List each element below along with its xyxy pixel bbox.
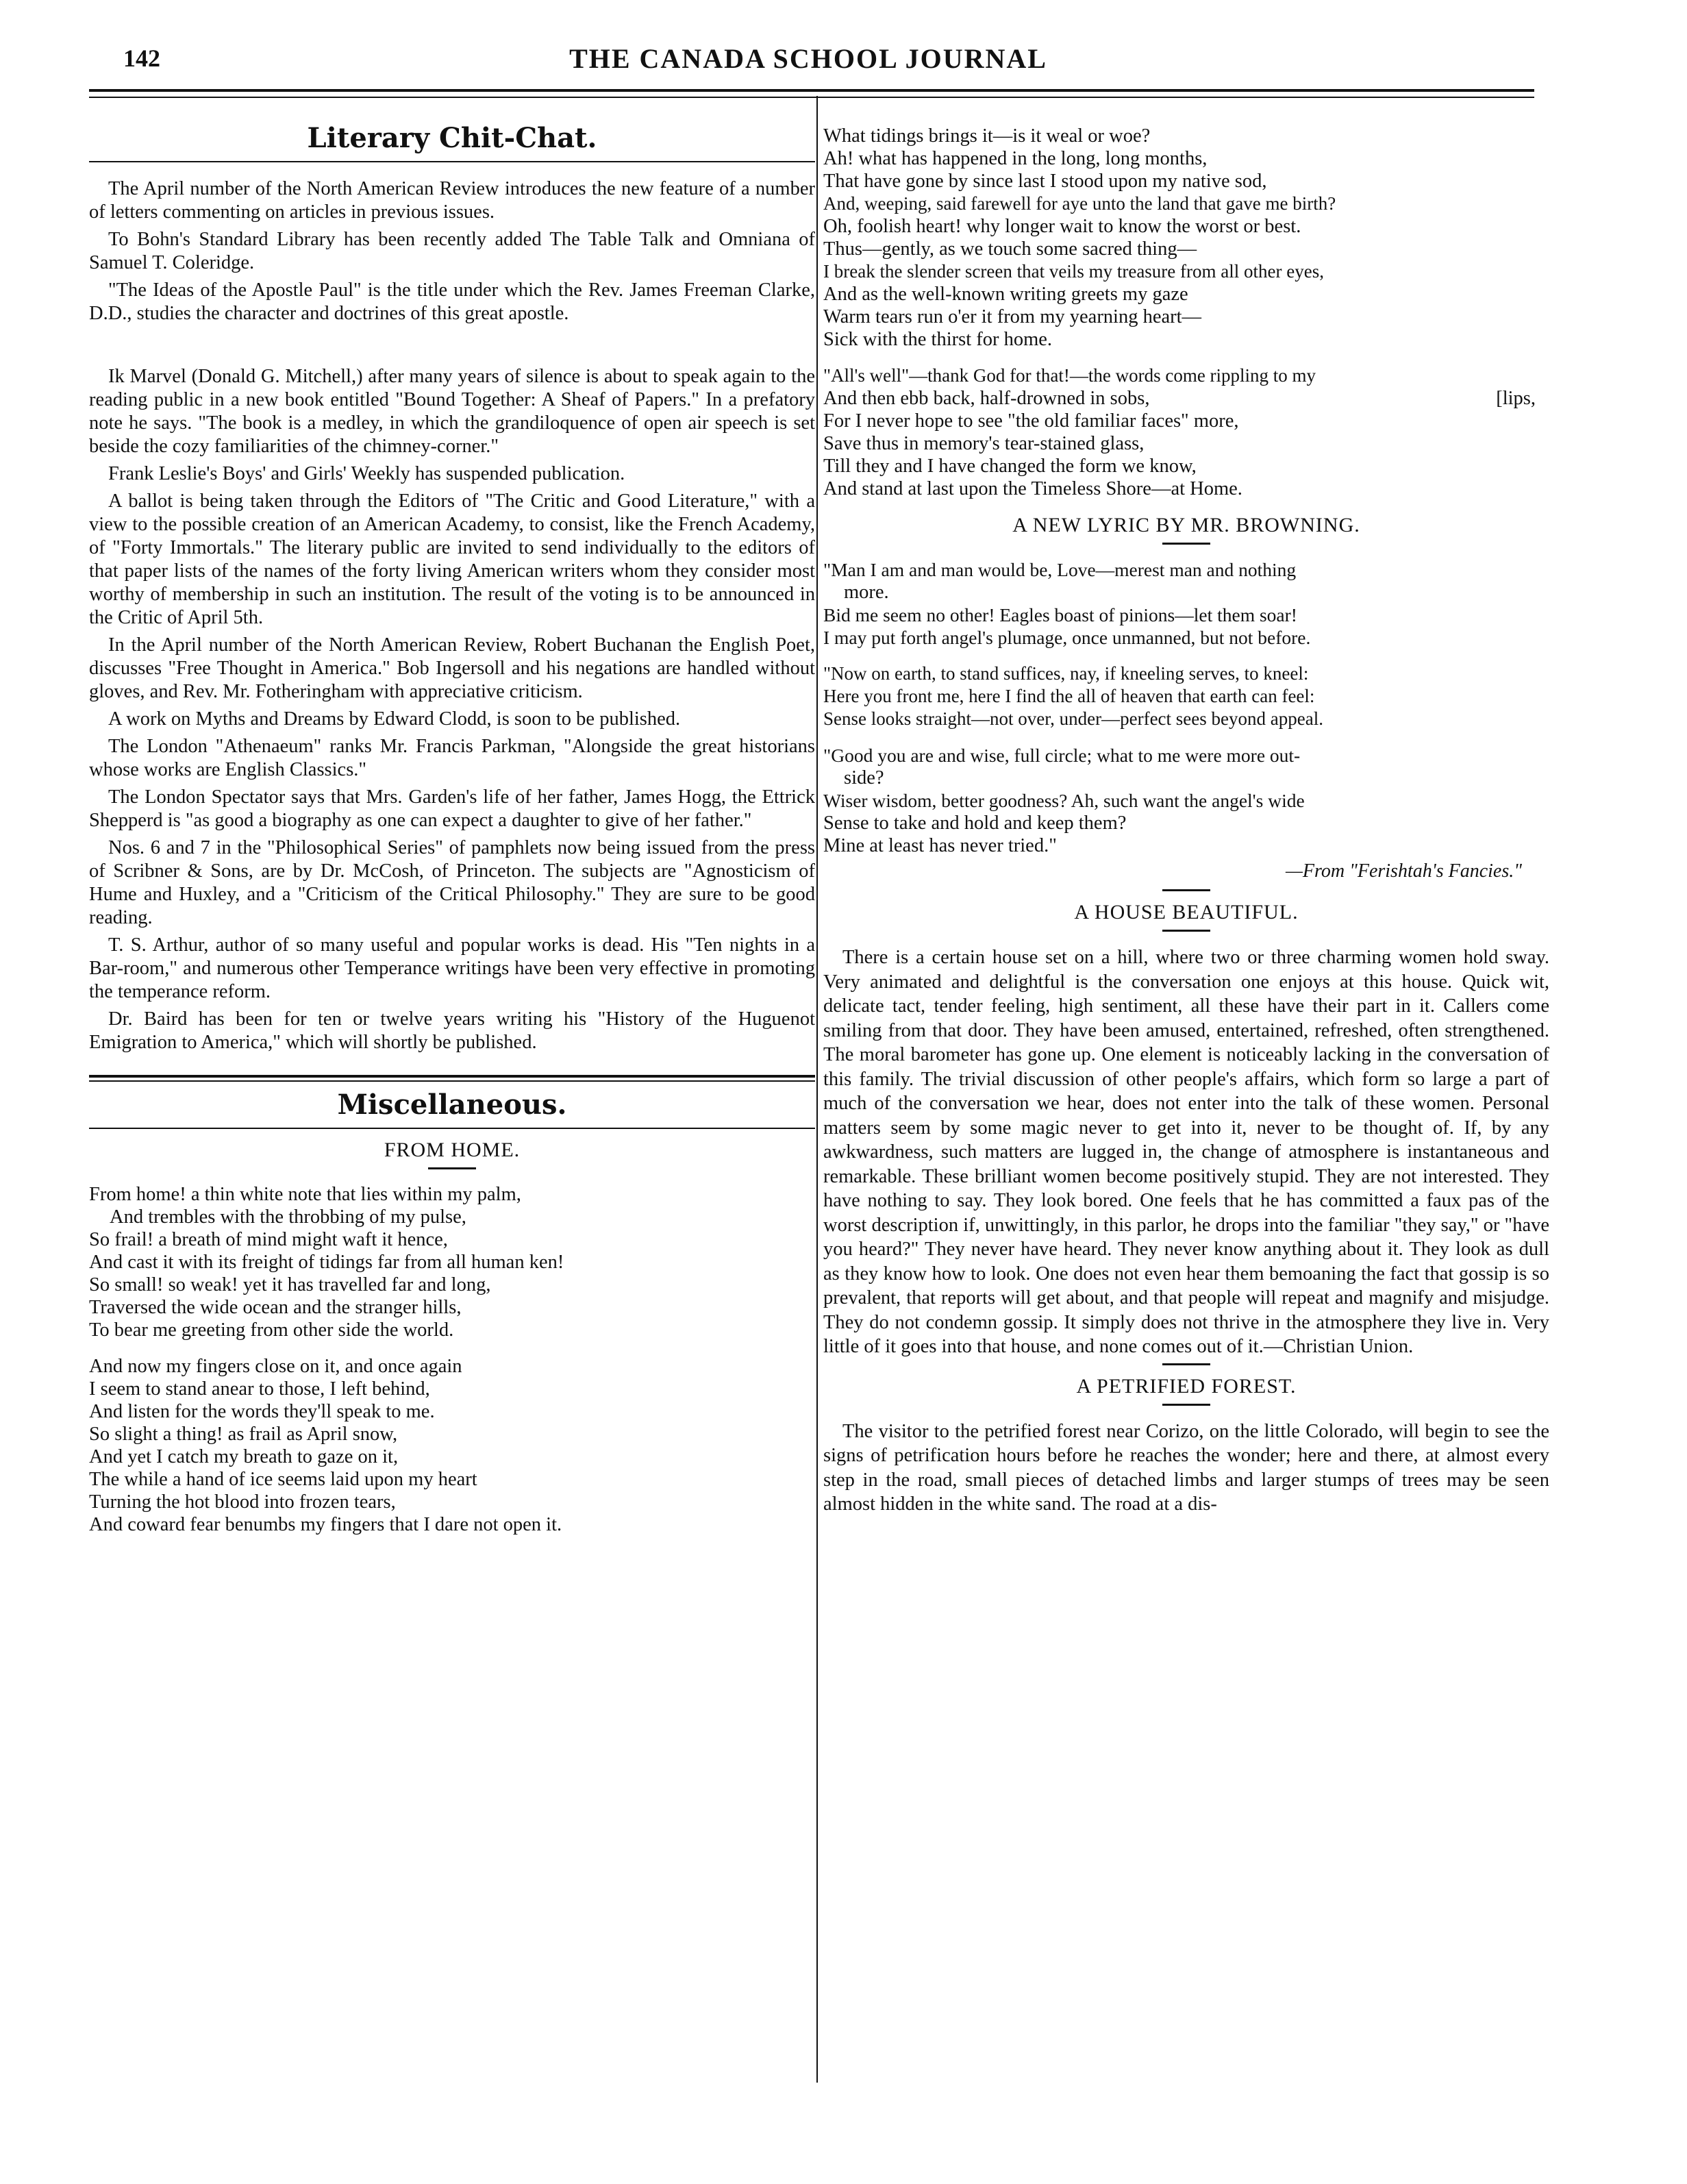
house-beautiful-text	[823, 945, 1549, 1359]
literary-section-title: Literary Chit-Chat.	[307, 122, 597, 154]
poem-line: And as the well-known writing greets my gaze	[823, 284, 1188, 305]
paragraph: To Bohn's Standard Library has been recently added The Table Talk and Omniana of Samuel T. Coleridge.	[89, 229, 815, 273]
poem-line: And, weeping, said farewell for aye unto the land that gave me birth?	[823, 193, 1336, 214]
stanza	[823, 744, 1549, 857]
poem-line: From home! a thin white note that lies within my palm,	[89, 1184, 521, 1205]
poem-line: Save thus in memory's tear-stained glass,	[823, 433, 1145, 454]
paragraph: The London "Athenaeum" ranks Mr. Francis Parkman, "Alongside the great historians whose works are English Classics."	[89, 736, 815, 780]
poem-title: FROM HOME.	[384, 1139, 521, 1161]
forest-title: A PETRIFIED FOREST.	[1076, 1374, 1297, 1398]
poem-line: "Man I am and man would be, Love—merest man and nothing	[823, 559, 1297, 580]
left-column	[89, 103, 815, 1550]
poem-line: I seem to stand anear to those, I left behind,	[89, 1378, 430, 1400]
poem-attribution: —From "Ferishtah's Fancies."	[1286, 860, 1522, 882]
poem-line: I break the slender screen that veils my treasure from all other eyes,	[823, 261, 1324, 282]
literary-chit-chat-text	[89, 177, 815, 1054]
paragraph: A work on Myths and Dreams by Edward Clodd, is soon to be published.	[108, 708, 681, 730]
poem-line: Mine at least has never tried."	[823, 835, 1057, 856]
paragraph: In the April number of the North American Review, Robert Buchanan the English Poet, discusses "Free Thought in America." Bob Ingersoll and his negations are handled without gloves, and Rev. Mr. Fotheringham with appreciative criticism.	[89, 634, 815, 702]
paragraph: The London Spectator says that Mrs. Garden's life of her father, James Hogg, the Ettrick Shepperd is "as good a biography as one can expect a daughter to give of her father."	[89, 786, 815, 831]
poem-line: Here you front me, here I find the all of heaven that earth can feel:	[823, 686, 1315, 706]
short-rule	[1162, 1404, 1210, 1406]
petrified-forest-text	[823, 1419, 1549, 1517]
paragraph: "The Ideas of the Apostle Paul" is the title under which the Rev. James Freeman Clarke, D.D., studies the character and doctrines of this great apostle.	[89, 280, 815, 324]
poem-line: Turning the hot blood into frozen tears,	[89, 1491, 396, 1513]
poem-line: So small! so weak! yet it has travelled far and long,	[89, 1274, 491, 1295]
poem-line: So frail! a breath of mind might waft it hence,	[89, 1229, 448, 1250]
poem-line: And listen for the words they'll speak to me.	[89, 1401, 435, 1422]
paragraph: Ik Marvel (Donald G. Mitchell,) after many years of silence is about to speak again to the reading public in a new book entitled "Bound Together: A Sheaf of Papers." In a prefatory note he says. "The book is a medley, in which the grandiloquence of open air speech is set beside the cozy familiarities of the chimney-corner."	[89, 366, 815, 457]
poem-line: To bear me greeting from other side the world.	[89, 1319, 454, 1341]
browning-title: A NEW LYRIC BY MR. BROWNING.	[1012, 514, 1360, 536]
page-number: 142	[123, 45, 160, 72]
poem-line: Sick with the thirst for home.	[823, 329, 1053, 350]
paragraph: The visitor to the petrified forest near Corizo, on the little Colorado, will begin to see the signs of petrification hours before he reaches the wonder; here and there, at almost every step in the road, small pieces of detached limbs and larger stumps of trees may be seen almost hidden in the white sand. The road at a dis-	[823, 1420, 1549, 1515]
poem-line: Wiser wisdom, better goodness? Ah, such want the angel's wide	[823, 790, 1305, 811]
paragraph: Nos. 6 and 7 in the "Philosophical Series" of pamphlets now being issued from the press of Scribner & Sons, are by Dr. McCosh, of Princeton. The subjects are "Agnosticism of Hume and Huxley, and a "Criticism of the Critical Philosophy." They are sure to be good reading.	[89, 837, 815, 928]
section-rule	[89, 161, 815, 162]
poem-line: The while a hand of ice seems laid upon my heart	[89, 1469, 477, 1490]
poem-line: That have gone by since last I stood upon my native sod,	[823, 171, 1267, 192]
poem-line: I may put forth angel's plumage, once unmanned, but not before.	[823, 627, 1311, 648]
short-rule	[428, 1167, 476, 1169]
header-rule	[89, 89, 1534, 92]
paragraph: Dr. Baird has been for ten or twelve years writing his "History of the Huguenot Emigration to America," which will shortly be published.	[89, 1008, 815, 1053]
short-rule	[1162, 889, 1210, 891]
stanza	[89, 1183, 815, 1341]
poem-line: Bid me seem no other! Eagles boast of pinions—let them soar!	[823, 604, 1297, 625]
poem-line: Oh, foolish heart! why longer wait to know the worst or best.	[823, 216, 1301, 237]
page-header	[89, 40, 1527, 81]
column-divider	[816, 96, 818, 2083]
stanza	[823, 364, 1549, 500]
poem-line: What tidings brings it—is it weal or woe?	[823, 125, 1151, 147]
poem-line: And coward fear benumbs my fingers that I dare not open it.	[89, 1514, 562, 1535]
poem-line: side?	[844, 767, 884, 789]
poem-line: So slight a thing! as frail as April snow,	[89, 1424, 398, 1445]
short-rule	[1162, 543, 1210, 545]
right-column	[823, 103, 1549, 1521]
poem-line: Sense to take and hold and keep them?	[823, 812, 1127, 834]
poem-from-home	[89, 1183, 815, 1536]
section-rule	[89, 1128, 815, 1129]
misc-section-title: Miscellaneous.	[337, 1089, 567, 1121]
header-rule-thin	[89, 97, 1534, 98]
poem-line: For I never hope to see "the old familiar faces" more,	[823, 410, 1239, 432]
poem-line: more.	[844, 582, 889, 603]
stanza	[823, 125, 1549, 351]
poem-line: Thus—gently, as we touch some sacred thing—	[823, 238, 1197, 260]
paragraph: The April number of the North American Review introduces the new feature of a number of letters commenting on articles in previous issues.	[89, 178, 815, 223]
poem-line-bracket: [lips,	[1496, 388, 1536, 409]
short-rule	[1162, 930, 1210, 932]
section-divider-thick	[89, 1075, 815, 1078]
poem-line: "Now on earth, to stand suffices, nay, if kneeling serves, to kneel:	[823, 663, 1309, 684]
poem-line: "All's well"—thank God for that!—the words come rippling to my	[823, 365, 1316, 386]
poem-line: Traversed the wide ocean and the stranger hills,	[89, 1297, 462, 1318]
poem-browning	[823, 558, 1549, 882]
poem-line: And now my fingers close on it, and once again	[89, 1356, 462, 1377]
poem-line: And cast it with its freight of tidings far from all human ken!	[89, 1252, 564, 1273]
section-divider-thin	[89, 1080, 815, 1082]
paragraph: A ballot is being taken through the Editors of "The Critic and Good Literature," with a view to the possible creation of an American Academy, to consist, like the French Academy, of "Forty Immortals." The literary public are invited to send individually to the editors of that paper lists of the names of the forty living American writers whom they consider most worthy of membership in such an institution. The result of the voting is to be announced in the Critic of April 5th.	[89, 491, 815, 628]
poem-line: And stand at last upon the Timeless Shore—at Home.	[823, 478, 1242, 499]
stanza	[823, 662, 1549, 730]
stanza	[823, 558, 1549, 649]
poem-line: "Good you are and wise, full circle; what to me were more out-	[823, 745, 1301, 766]
journal-title: THE CANADA SCHOOL JOURNAL	[569, 43, 1047, 74]
poem-line: Warm tears run o'er it from my yearning heart—	[823, 306, 1202, 327]
stanza	[89, 1355, 815, 1536]
poem-line: Sense looks straight—not over, under—perfect sees beyond appeal.	[823, 708, 1323, 729]
house-title: A HOUSE BEAUTIFUL.	[1074, 901, 1299, 923]
poem-line: Ah! what has happened in the long, long months,	[823, 148, 1208, 169]
poem-line: Till they and I have changed the form we know,	[823, 456, 1197, 477]
poem-line: And yet I catch my breath to gaze on it,	[89, 1446, 399, 1467]
poem-line: And trembles with the throbbing of my pulse,	[110, 1206, 466, 1228]
paragraph: There is a certain house set on a hill, where two or three charming women hold sway. Very animated and delightful is the conversation one enjoys at this house. Quick wit, delicate tact, tender feeling, high sentiment, all these have their part in it. Callers come smiling from that door. They have been amused, entertained, refreshed, often strengthened. The moral barometer has gone up. One element is noticeably lacking in the conversation of this family. The trivial discussion of other people's affairs, which form so large a part of much of the conversation we hear, does not enter into the talk of these women. Personal matters seem by some magic never to get into it, never to be thought of. If, by any awkwardness, such matters are lugged in, the change of atmosphere is instantaneous and remarkable. These brilliant women become positively stupid. They are not interested. They have nothing to say. They look bored. One feels that he has committed a faux pas of the worst description if, unwittingly, in this parlor, he drops into the familiar "they say," or "have you heard?" They never have heard. They never know anything about it. They look as dull as they know how to look. One does not even hear them bemoaning the fact that gossip is so prevalent, that reports will get about, and that people will repeat and magnify and misjudge. They do not condemn gossip. It simply does not thrive in the atmosphere they live in. Very little of it goes into that house, and none comes out of it.—Christian Union.	[823, 947, 1549, 1357]
poem-from-home-continued	[823, 125, 1549, 500]
poem-line: And then ebb back, half-drowned in sobs,	[823, 388, 1150, 409]
paragraph: T. S. Arthur, author of so many useful and popular works is dead. His "Ten nights in a Bar-room," and numerous other Temperance writings have been very effective in promoting the temperance reform.	[89, 934, 815, 1002]
short-rule	[1162, 1363, 1210, 1365]
paragraph: Frank Leslie's Boys' and Girls' Weekly has suspended publication.	[108, 463, 625, 484]
